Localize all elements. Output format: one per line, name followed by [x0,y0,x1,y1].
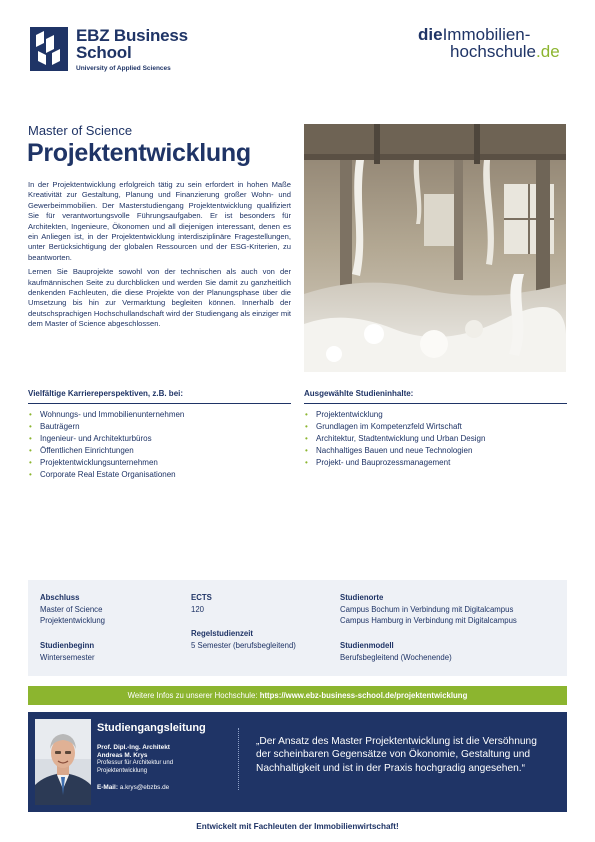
careers-item: • Bauträgern [28,421,291,433]
leader-role: Professur für Architektur und Projektentwicklung [97,760,174,774]
studienmodell-value: Berufsbegleitend (Wochenende) [340,653,452,662]
careers-list [28,409,291,482]
contents-list [304,409,567,469]
hero-image [304,124,566,372]
leader-email [97,784,169,791]
email-link[interactable]: a.krys@ebzbs.de [119,784,170,791]
portrait-photo [35,719,91,805]
studienorte-value: Campus Bochum in Verbindung mit Digitalcampus Campus Hamburg in Verbindung mit Digitalcampus [340,605,517,625]
leadership-box [28,712,567,812]
website-bar [28,686,567,705]
contents-item: • Projekt- und Bauprozessmanagement [304,457,567,469]
contents-divider [304,403,567,404]
degree-subtitle: Master of Science [28,123,133,138]
regelstudienzeit-label: Regelstudienzeit [191,629,253,638]
study-facts-box [28,580,567,676]
dih-logo-line2: hochschule.de [450,42,560,61]
studienbeginn-value: Wintersemester [40,653,95,662]
studienorte-label: Studienorte [340,593,384,602]
careers-item: • Corporate Real Estate Organisationen [28,469,291,481]
leader-name: Prof. Dipl.-Ing. Architekt Andreas M. Krys [97,744,170,759]
contents-item: • Architektur, Stadtentwicklung und Urban Design [304,433,567,445]
leadership-divider [238,728,239,790]
careers-item: • Öffentlichen Einrichtungen [28,445,291,457]
studienbeginn-label: Studienbeginn [40,641,95,650]
website-prefix: Weitere Infos zu unserer Hochschule: [127,691,258,700]
intro-text [28,180,291,334]
page-title: Projektentwicklung [27,139,251,167]
ebz-logo[interactable] [30,27,200,77]
ects-value: 120 [191,605,205,614]
careers-heading: Vielfältige Karriereperspektiven, z.B. bei: [28,389,184,398]
careers-item: • Projektentwicklungsunternehmen [28,457,291,469]
contents-heading: Ausgewählte Studieninhalte: [304,389,414,398]
studienmodell-label: Studienmodell [340,641,394,650]
ebz-logo-tagline: University of Applied Sciences [76,65,171,72]
email-label: E-Mail: [97,784,118,791]
immobilienhochschule-logo[interactable] [418,26,568,60]
regelstudienzeit-value: 5 Semester (berufsbegleitend) [191,641,296,650]
dih-logo-line1: dieImmobilien- [418,25,531,44]
leadership-heading: Studiengangsleitung [97,722,206,734]
contents-item: • Grundlagen im Kompetenzfeld Wirtschaft [304,421,567,433]
intro-paragraph-1: In der Projektentwicklung erfolgreich tätig zu sein erfordert in hohen Maße Kreativität zur Gestaltung, Planung und Finanzierung großer Wohn- und Gewerbeimmobilien. Der Masterstudiengang Projektentwicklung qualifiziert Sie für verantwortungsvolle Führungsaufgaben. Er ist besonders für Architekten, Ingenieure, Ökonomen und all diejenigen interessant, denen es ein Anliegen ist, in der Projektentwicklung interdisziplinäre Fragestellungen, unter Berücksichtigung der globalen Ressourcen und der ESG-Kriterien, zu beantworten. [28,180,291,262]
leader-quote: „Der Ansatz des Master Projektentwicklung ist die Versöhnung der scheinbaren Gegensätze von Ökonomie, Gestaltung und Nachhaltigkeit und ist in der Praxis hochgradig angesehen.“ [256,736,537,774]
contents-item: • Nachhaltiges Bauen und neue Technologien [304,445,567,457]
abschluss-value: Master of Science Projektentwicklung [40,605,106,625]
footer-tagline: Entwickelt mit Fachleuten der Immobilienwirtschaft! [196,822,399,831]
careers-item: • Ingenieur- und Architekturbüros [28,433,291,445]
careers-divider [28,403,291,404]
ebz-logo-mark-icon [30,27,68,71]
abschluss-label: Abschluss [40,593,80,602]
ects-label: ECTS [191,593,212,602]
website-link[interactable]: https://www.ebz-business-school.de/projektentwicklung [259,691,468,700]
ebz-logo-name: EBZ Business School [76,26,188,62]
contents-item: • Projektentwicklung [304,409,567,421]
intro-paragraph-2: Lernen Sie Bauprojekte sowohl von der technischen als auch von der kaufmännischen Seite zu durchblicken und werden Sie damit zu ganzheitlich denkenden Fachleuten, die diese Projekte von der Planungsphase über die Umsetzung bis hin zur Vermarktung begleiten können. Innerhalb der deutschsprachigen Hochschullandschaft wird der Studiengang als einziger mit dem Master of Science abgeschlossen. [28,267,291,329]
careers-item: • Wohnungs- und Immobilienunternehmen [28,409,291,421]
